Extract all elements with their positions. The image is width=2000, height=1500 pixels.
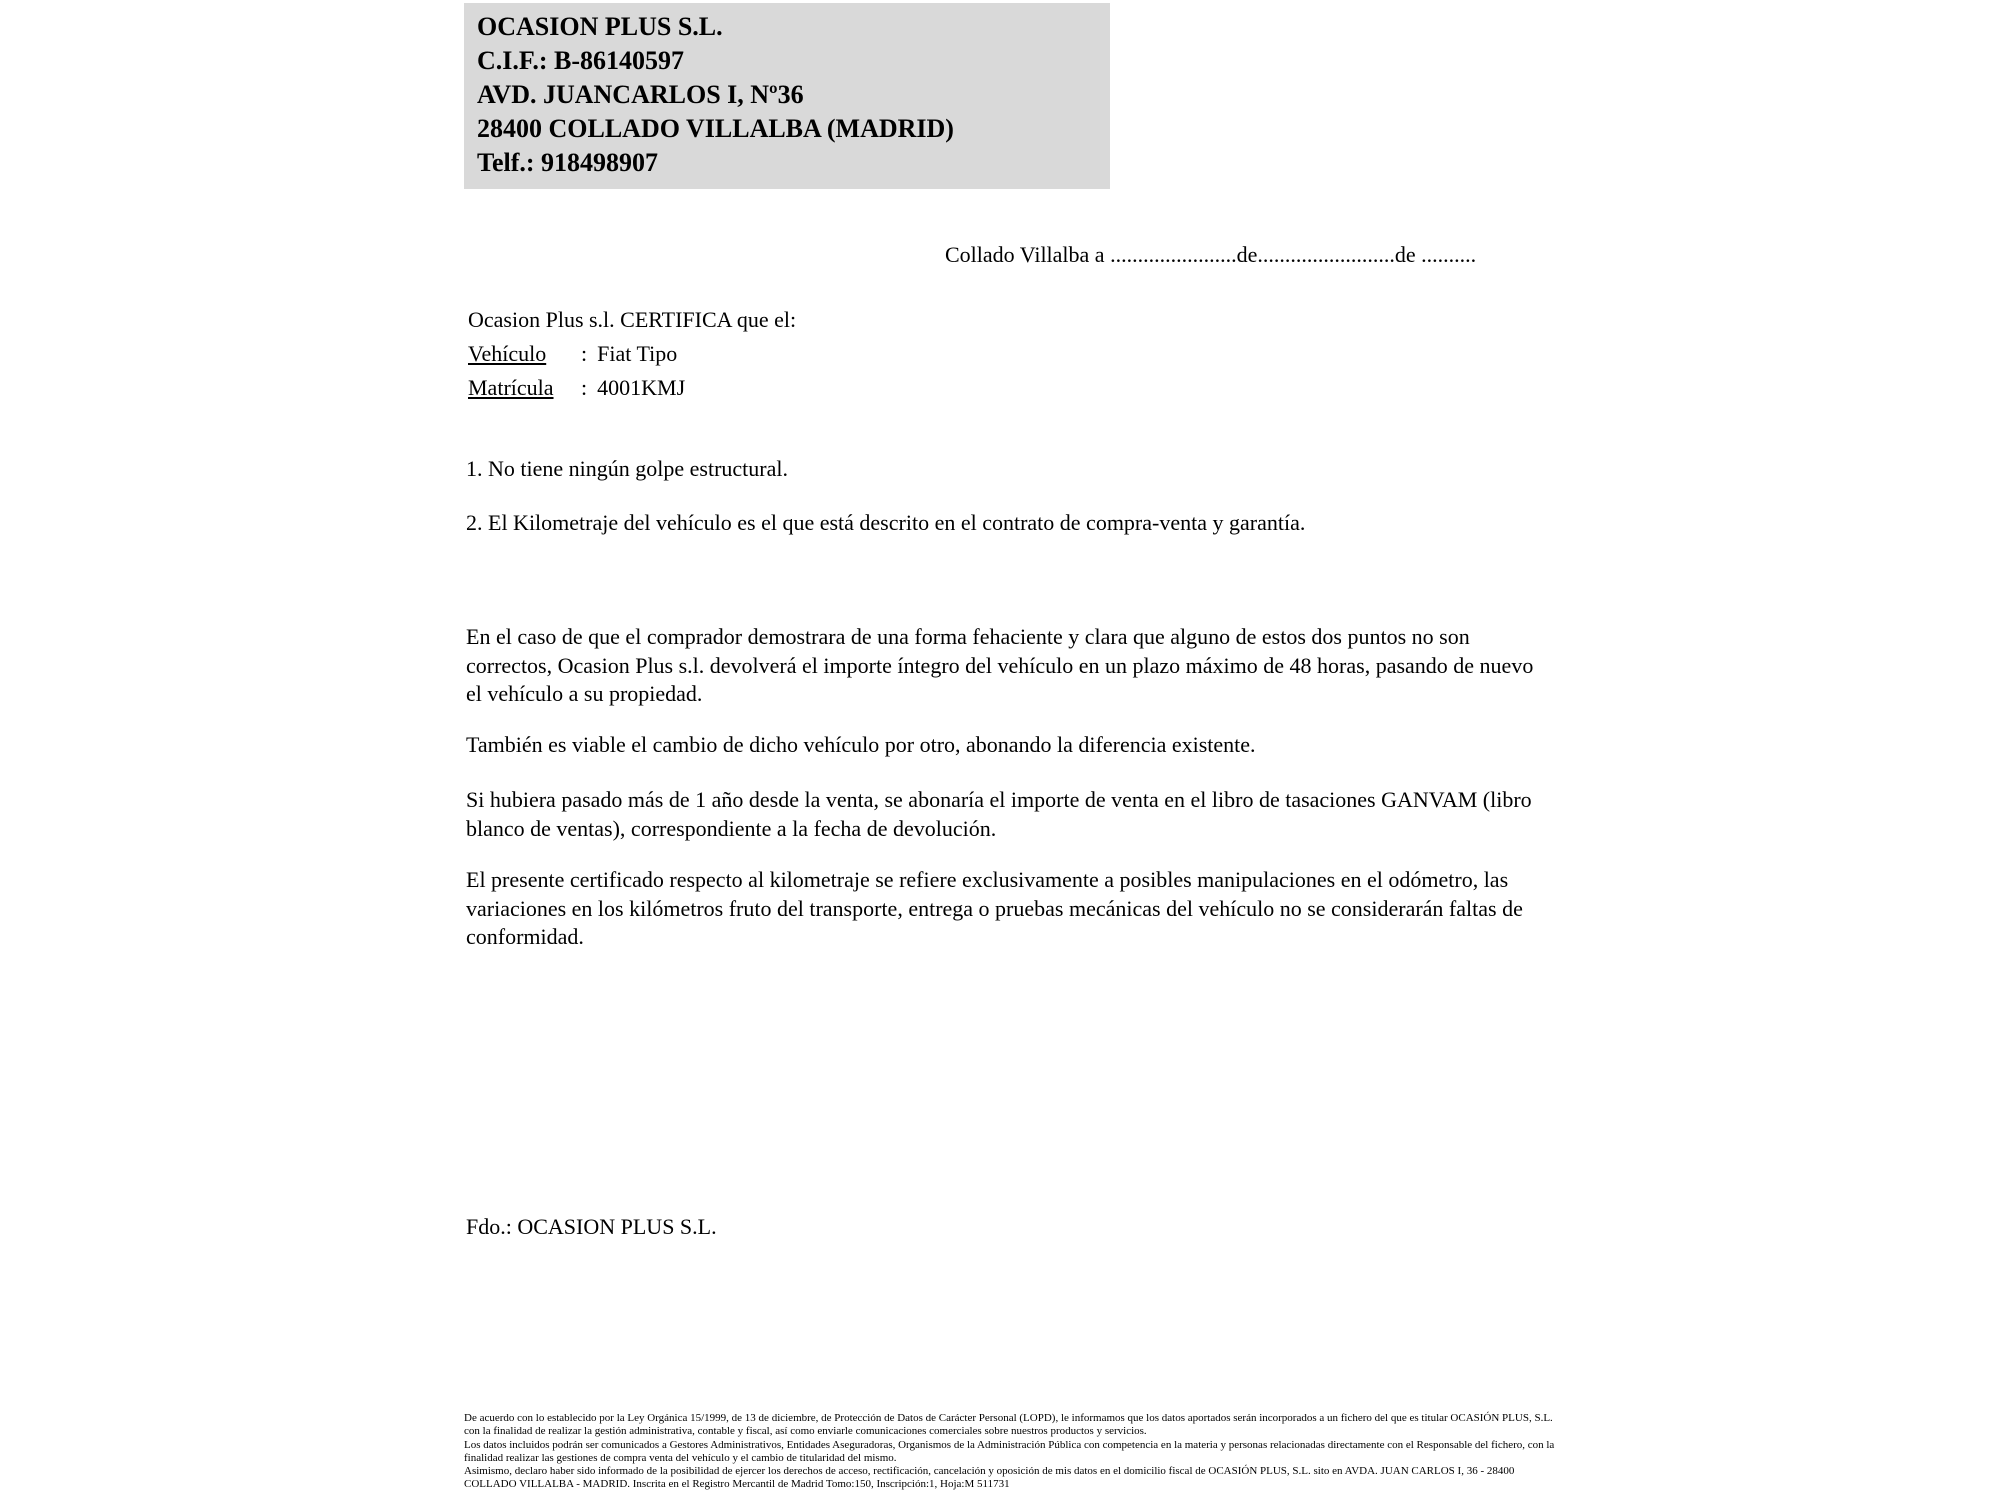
signature-line: Fdo.: OCASION PLUS S.L. — [466, 1214, 717, 1239]
vehicle-field-value: Fiat Tipo — [597, 341, 678, 366]
vehicle-field-row — [468, 337, 796, 371]
body-paragraph-odometer: El presente certificado respecto al kilometraje se refiere exclusivamente a posibles manipulaciones en el odómetro, las variaciones en los kilómetros fruto del transporte, entrega o pruebas mecánicas del vehículo no se considerarán faltas de conformidad. — [466, 867, 1523, 949]
plate-field-value: 4001KMJ — [597, 375, 686, 400]
plate-field-row — [468, 371, 796, 405]
body-paragraph-refund: En el caso de que el comprador demostrara de una forma fehaciente y clara que alguno de estos dos puntos no son correctos, Ocasion Plus s.l. devolverá el importe íntegro del vehículo en un plazo máximo de 48 horas, pasando de nuevo el vehículo a su propiedad. — [466, 624, 1534, 706]
certificate-intro: Ocasion Plus s.l. CERTIFICA que el: — [468, 307, 797, 332]
body-paragraph-ganvam: Si hubiera pasado más de 1 año desde la venta, se abonaría el importe de venta en el libro de tasaciones GANVAM (libro blanco de ventas), correspondiente a la fecha de devolución. — [466, 787, 1532, 841]
statement-point-1: 1. No tiene ningún golpe estructural. — [466, 456, 788, 481]
certificate-block — [468, 303, 796, 405]
plate-field-label: Matrícula — [468, 375, 554, 400]
vehicle-field-label: Vehículo — [468, 341, 547, 366]
body-paragraph-exchange: También es viable el cambio de dicho vehículo por otro, abonando la diferencia existente. — [466, 732, 1256, 757]
company-phone: Telf.: 918498907 — [477, 148, 659, 177]
vehicle-field-separator: : — [581, 341, 588, 366]
date-line: Collado Villalba a .......................de.........................de .......... — [945, 242, 1477, 267]
company-city: 28400 COLLADO VILLALBA (MADRID) — [477, 114, 954, 143]
plate-field-separator: : — [581, 375, 588, 400]
company-cif: C.I.F.: B-86140597 — [477, 46, 685, 75]
statement-point-2: 2. El Kilometraje del vehículo es el que está descrito en el contrato de compra-venta y garantía. — [466, 510, 1306, 535]
legal-paragraph-data-sharing: Los datos incluidos podrán ser comunicados a Gestores Administrativos, Entidades Aseguradoras, Organismos de la Administración Pública con competencia en la materia y personas relacionadas directamente con el Responsable del fichero, con la finalidad realizar las gestiones de compra venta del vehículo y el cambio de titularidad del mismo. — [464, 1438, 1555, 1464]
legal-paragraph-rights: Asimismo, declaro haber sido informado de la posibilidad de ejercer los derechos de acceso, rectificación, cancelación y oposición de mis datos en el domicilio fiscal de OCASIÓN PLUS, S.L. sito en AVDA. JUAN CARLOS I, 36 - 28400 COLLADO VILLALBA - MADRID. Inscrita en el Registro Mercantil de Madrid Tomo:150, Inscripción:1, Hoja:M 511731 — [464, 1465, 1515, 1491]
company-address: AVD. JUANCARLOS I, Nº36 — [477, 80, 804, 109]
legal-paragraph-lopd: De acuerdo con lo establecido por la Ley Orgánica 15/1999, de 13 de diciembre, de Protección de Datos de Carácter Personal (LOPD), le informamos que los datos aportados serán incorporados a un fichero del que es titular OCASIÓN PLUS, S.L. con la finalidad de realizar la gestión administrativa, contable y fiscal, así como enviarle comunicaciones comerciales sobre nuestros productos y servicios. — [464, 1412, 1553, 1438]
company-name: OCASION PLUS S.L. — [477, 12, 723, 41]
company-header-box — [464, 3, 1110, 189]
legal-fine-print — [464, 1412, 1568, 1492]
